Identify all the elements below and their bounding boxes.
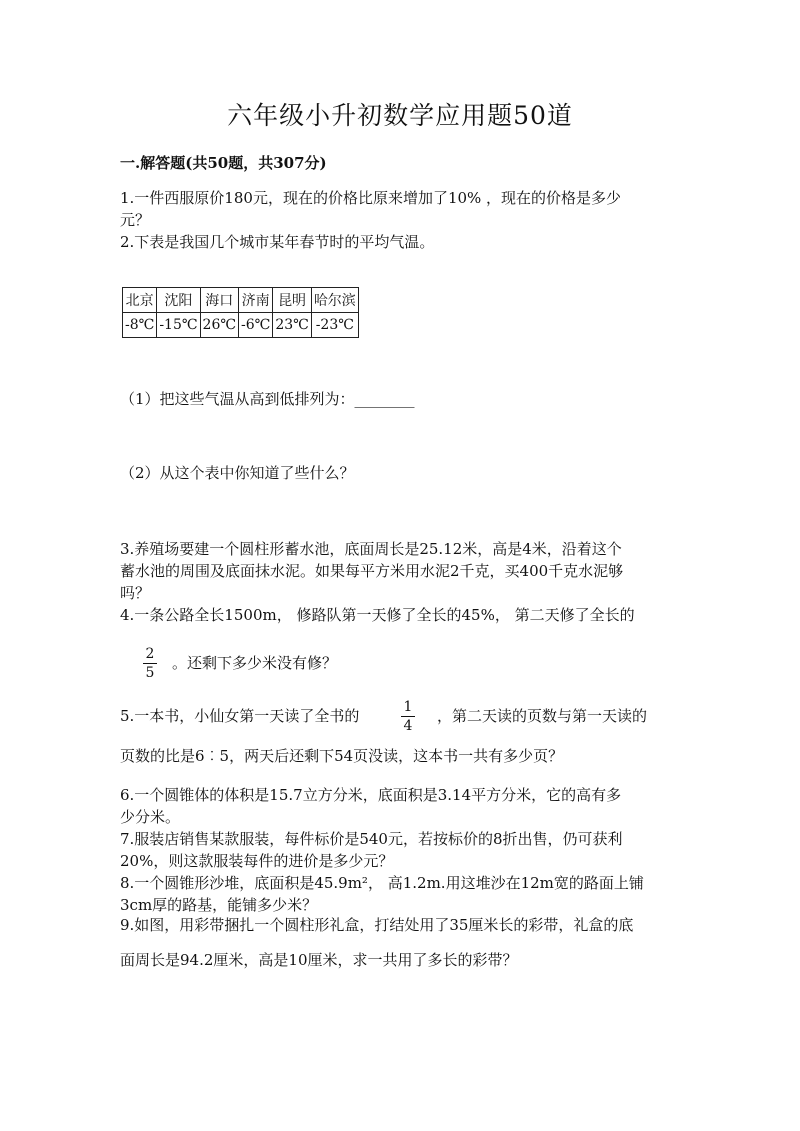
table-cell: 26℃ xyxy=(200,313,238,338)
question-8-line-1: 8.一个圆锥形沙堆，底面积是45.9m²， 高1.2m.用这堆沙在12m宽的路面上铺 xyxy=(120,874,644,892)
table-cell: 海口 xyxy=(200,288,238,313)
question-3-line-3: 吗？ xyxy=(120,584,151,602)
table-cell: 沈阳 xyxy=(157,288,200,313)
table-row-cities xyxy=(123,288,359,313)
fraction-numerator: 2 xyxy=(145,646,155,662)
table-cell: 北京 xyxy=(123,288,157,313)
fraction-denominator: 4 xyxy=(403,718,413,734)
question-2-text: 2.下表是我国几个城市某年春节时的平均气温。 xyxy=(120,233,435,251)
question-7-line-2: 20%，则这款服装每件的进价是多少元？ xyxy=(120,852,394,870)
table-cell: -6℃ xyxy=(239,313,273,338)
question-6-line-1: 6.一个圆锥体的体积是15.7立方分米，底面积是3.14平方分米，它的高有多 xyxy=(120,786,622,804)
fraction-numerator: 1 xyxy=(403,699,413,715)
table-row-temps xyxy=(123,313,359,338)
question-8-line-2: 3cm厚的路基，能铺多少米？ xyxy=(120,896,318,914)
question-9-line-1: 9.如图，用彩带捆扎一个圆柱形礼盒，打结处用了35厘米长的彩带，礼盒的底 xyxy=(120,916,634,934)
question-2-part-2: （2）从这个表中你知道了些什么？ xyxy=(120,464,355,482)
temperature-table xyxy=(122,287,359,338)
question-5-line-1-end: ，第二天读的页数与第一天读的 xyxy=(437,707,648,725)
question-9-line-2: 面周长是94.2厘米，高是10厘米，求一共用了多长的彩带？ xyxy=(120,951,518,969)
table-cell: -15℃ xyxy=(157,313,200,338)
question-3-line-2: 蓄水池的周围及底面抹水泥。如果每平方米用水泥2千克，买400千克水泥够 xyxy=(120,562,624,580)
question-6-line-2: 少分米。 xyxy=(120,808,181,826)
question-2-part-1: （1）把这些气温从高到低排列为：________ xyxy=(120,390,415,408)
table-cell: 济南 xyxy=(239,288,273,313)
fraction-bar xyxy=(401,716,415,717)
page-title: 六年级小升初数学应用题50道 xyxy=(227,101,573,130)
table-cell: -23℃ xyxy=(311,313,358,338)
question-3-line-1: 3.养殖场要建一个圆柱形蓄水池，底面周长是25.12米，高是4米，沿着这个 xyxy=(120,540,622,558)
question-5-line-1-start: 5.一本书，小仙女第一天读了全书的 xyxy=(120,707,360,725)
question-7-line-1: 7.服装店销售某款服装，每件标价是540元，若按标价的8折出售，仍可获利 xyxy=(120,830,623,848)
table-cell: 哈尔滨 xyxy=(311,288,358,313)
question-1-line-1: 1.一件西服原价180元，现在的价格比原来增加了10% ，现在的价格是多少 xyxy=(120,189,622,207)
question-4-line-1: 4.一条公路全长1500m， 修路队第一天修了全长的45%， 第二天修了全长的 xyxy=(120,606,635,624)
fraction-two-fifths xyxy=(143,646,157,681)
section-heading: 一.解答题(共50题，共307分) xyxy=(120,154,327,172)
table-cell: -8℃ xyxy=(123,313,157,338)
fraction-bar xyxy=(143,663,157,664)
question-1-line-2: 元？ xyxy=(120,211,151,229)
fraction-denominator: 5 xyxy=(145,665,155,681)
question-4-line-2: 。还剩下多少米没有修？ xyxy=(172,654,338,672)
table-cell: 23℃ xyxy=(273,313,311,338)
fraction-one-quarter xyxy=(401,699,415,734)
question-5-line-2: 页数的比是6︰5，两天后还剩下54页没读，这本书一共有多少页？ xyxy=(120,747,564,765)
table-cell: 昆明 xyxy=(273,288,311,313)
